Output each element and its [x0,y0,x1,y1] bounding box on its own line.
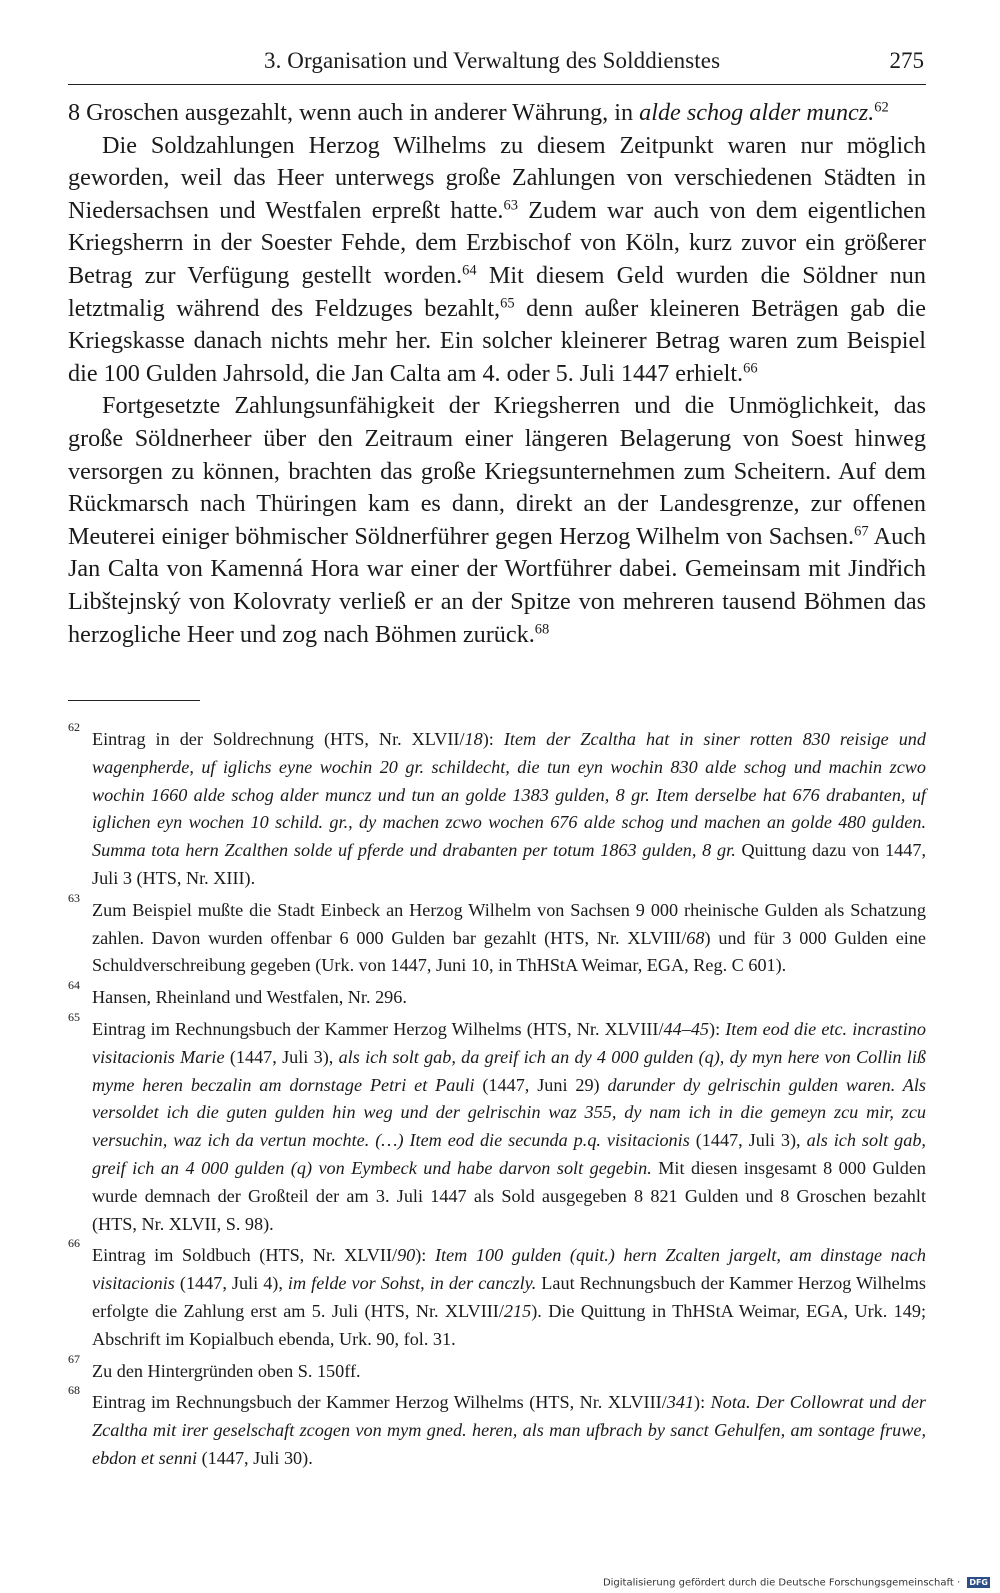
footnote-text [92,1392,926,1468]
footnote [68,1009,926,1238]
text-run: Fortgesetzte Zahlungsunfähigkeit der Kriegsherren und die Unmöglichkeit, das große Söldnerheer über den Zeitraum einer längeren Belagerung von Soest hinweg versorgen zu können, brachten das große Kriegsunternehmen zum Scheitern. Auf dem Rückmarsch nach Thüringen kam es dann, direkt an der Landesgrenze, zur offenen Meuterei einiger böhmischer Söldnerführer gegen Herzog Wilhelm von Sachsen. [68,392,926,550]
footnote [68,978,926,1012]
footnote [68,890,926,980]
footnote-text [92,729,926,888]
text-run: darunder dy gelrischin gulden waren. Als versoldet ich die guten gulden hin weg und der gelrischin waz 355, dy nam ich in die gemeyn zcu mir, zcu versuchin, waz ich da vertun mochte. (…) Item eod die secunda p.q. visitacionis [92,1074,926,1151]
text-run: Auch Jan Calta von Kamenná Hora war einer der Wortführer dabei. Gemeinsam mit Jindřich Libštejnský von Kolovraty verließ er an der Spitze von mehreren tausend Böhmen das herzogliche Heer und zog nach Böhmen zurück. [68,522,926,648]
text-run: 90 [397,1245,416,1266]
footnote [68,1383,926,1472]
footnote-number: 63 [68,890,80,905]
credit-text: Digitalisierung gefördert durch die Deutsche Forschungsgemeinschaft · [602,1577,961,1589]
text-run: Mit diesen insgesamt 8 000 Gulden wurde demnach der Großteil der am 3. Juli 1447 als Sold ausgegeben 8 821 Gulden und 8 Groschen bezahlt (HTS, Nr. XLVII, S. 98). [92,1157,926,1234]
footnote-reference: 67 [854,523,869,540]
footnote [68,1236,926,1353]
text-run: Zudem war auch von dem eigentlichen Kriegsherrn in der Soester Fehde, dem Erzbischof von Köln, kurz zuvor ein größerer Betrag zur Verfügung gestellt worden. [68,196,926,289]
text-run: Item 100 gulden (quit.) hern Zcalten jargelt, am dinstage nach visitacionis [92,1245,926,1294]
text-run: (1447, Juni 29) [474,1074,608,1095]
page-header [68,44,926,85]
footnote-text [92,1019,926,1234]
text-run: Item eod die etc. incrastino visitacionis Marie [92,1018,926,1067]
text-run: Zu den Hintergründen oben S. 150ff. [92,1360,361,1381]
page-number: 275 [889,48,924,73]
footnote [68,720,926,893]
text-run: im felde vor Sohst, in der canczly. [287,1273,537,1294]
text-run: als ich solt gab, da greif ich an dy 4 000 gulden (q), dy myn here von Collin liß myme heren beczalin am dornstage Petri et Pauli [92,1046,926,1095]
footnote-text [92,1245,926,1348]
paragraph [68,390,926,651]
text-run: Eintrag im Rechnungsbuch der Kammer Herzog Wilhelms (HTS, Nr. XLVIII/ [92,1018,664,1039]
digitization-credit [603,1577,990,1589]
text-run: alde schog alder muncz. [639,99,875,126]
footnote-number: 66 [68,1236,80,1251]
main-text [68,97,926,651]
text-run: Eintrag im Rechnungsbuch der Kammer Herzog Wilhelms (HTS, Nr. XLVIII/ [92,1392,667,1413]
text-run: Mit diesem Geld wurden die Söldner nun letztmalig während des Feldzuges bezahlt, [68,261,926,322]
text-run: 68 [686,927,705,948]
footnote-reference: 62 [874,99,889,116]
paragraph [68,97,926,130]
text-run: Nota. Der Collowrat und der Zcaltha mit irer geselschaft zcogen von mym gned. heren, als man ufbrach by sanct Gehulfen, am sontage fruwe, ebdon et senni [92,1392,926,1468]
text-run: ) und für 3 000 Gulden eine Schuldverschreibung gegeben (Urk. von 1447, Juni 10, in ThHStA Weimar, EGA, Reg. C 601). [92,927,926,976]
text-run: (1447, Juli 3), [224,1046,339,1067]
footnote-text [92,1361,361,1381]
footnotes [68,720,926,1477]
text-run: 341 [666,1392,695,1413]
text-run: ): [694,1392,711,1413]
text-run: ): [415,1245,435,1266]
footnote-text [92,987,407,1007]
footnote-number: 65 [68,1009,80,1024]
text-run: 18 [464,729,483,749]
footnote-number: 68 [68,1383,80,1398]
running-title: 3. Organisation und Verwaltung des Solddienstes [264,48,721,73]
text-run: 215 [503,1300,532,1321]
dfg-logo: DFG [969,1578,988,1587]
text-run: ): [709,1018,726,1039]
footnote-text [92,900,926,976]
text-run: Die Soldzahlungen Herzog Wilhelms zu diesem Zeitpunkt waren nur möglich geworden, weil das Heer unterwegs große Zahlungen von verschiedenen Städten in Niedersachsen und Westfalen erpreßt hatte. [68,131,926,224]
text-run: Zum Beispiel mußte die Stadt Einbeck an Herzog Wilhelm von Sachsen 9 000 rheinische Gulden als Schatzung zahlen. Davon wurden offenbar 6 000 Gulden bar gezahlt (HTS, Nr. XLVIII/ [92,899,926,948]
text-run: 44–45 [663,1018,710,1039]
text-run: Item der Zcaltha hat in siner rotten 830 reisige und wagenpherde, uf iglichs eyne wochin 20 gr. schildecht, die tun eyn wochin 830 alde schog und machin zcwo wochin 1660 alde schog alder muncz und tun an golde 1383 gulden, 8 gr. Item derselbe hat 676 drabanten, uf iglichen eyn wochen 10 schild. gr., dy machen zcwo wochen 676 alde schog und machen an golde 480 gulden. Summa tota hern Zcalthen solde uf pferde und drabanten per totum 1863 gulden, 8 gr. [92,729,926,861]
footnote-reference: 64 [462,262,477,279]
footnote-reference: 66 [743,360,758,377]
text-run: (1447, Juli 4), [174,1273,288,1294]
text-run: (1447, Juli 3), [689,1130,807,1151]
footnote-reference: 65 [500,294,515,311]
text-run: 8 Groschen ausgezahlt, wenn auch in anderer Währung, in [68,99,640,126]
footnote-number: 64 [68,978,80,993]
text-run: Eintrag in der Soldrechnung (HTS, Nr. XLVII/ [92,729,465,749]
footnote-separator [68,700,200,701]
footnote-reference: 63 [503,197,518,214]
footnote [68,1351,926,1386]
text-run: als ich solt gab, greif ich an 4 000 gulden (q) von Eymbeck und habe darvon solt gegebin. [92,1130,926,1178]
text-run: Quittung dazu von 1447, Juli 3 (HTS, Nr. XIII). [92,840,926,888]
paragraph [68,130,926,391]
text-run: Eintrag im Soldbuch (HTS, Nr. XLVII/ [92,1245,398,1266]
text-run: Laut Rechnungsbuch der Kammer Herzog Wilhelms erfolgte die Zahlung erst am 5. Juli (HTS, Nr. XLVIII/ [92,1273,926,1321]
text-run: denn außer kleineren Beträgen gab die Kriegskasse danach nichts mehr her. Ein solcher kleinerer Betrag waren zum Beispiel die 100 Gulden Jahrsold, die Jan Calta am 4. oder 5. Juli 1447 erhielt. [68,294,926,387]
text-run: ). Die Quittung in ThHStA Weimar, EGA, Urk. 149; Abschrift im Kopialbuch ebenda, Urk. 90, fol. 31. [92,1300,926,1349]
text-run: (1447, Juli 30). [197,1447,313,1468]
footnote-reference: 68 [534,620,550,637]
text-run: ): [482,729,504,749]
footnote-number: 62 [68,720,80,734]
text-run: Hansen, Rheinland und Westfalen, Nr. 296. [92,987,407,1008]
footnote-number: 67 [68,1351,80,1366]
